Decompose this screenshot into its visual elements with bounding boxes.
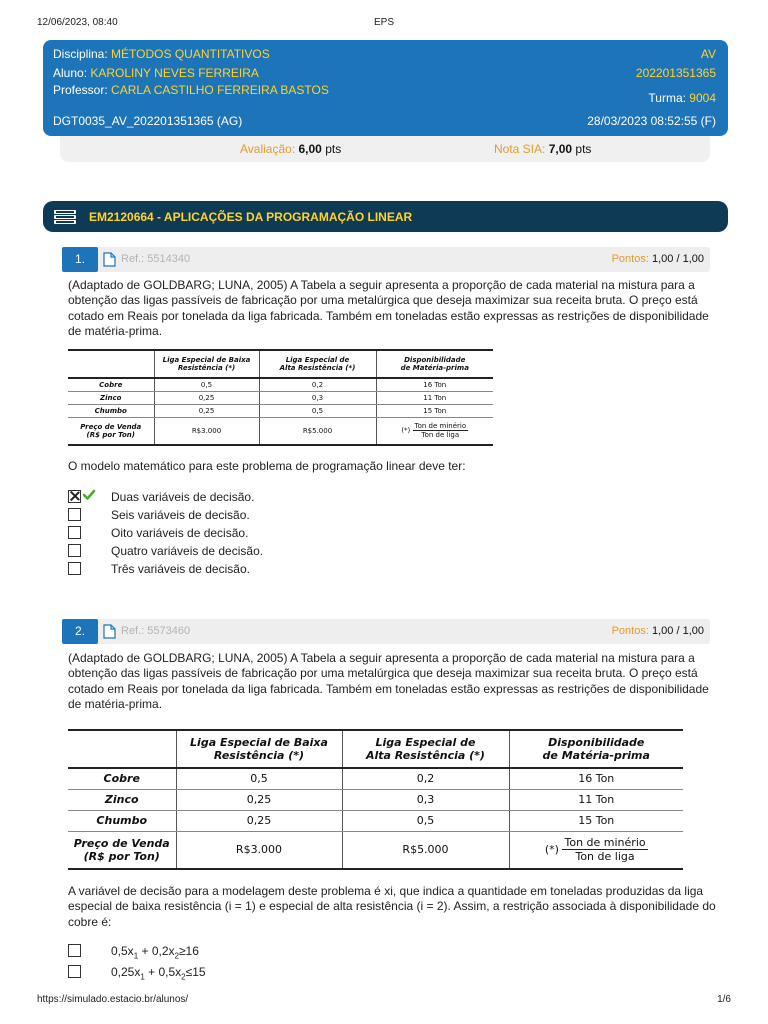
option-text — [111, 965, 206, 981]
exam-info-box — [43, 40, 728, 136]
table-cell: 15 Ton — [509, 810, 683, 831]
avaliacao-value: 6,00 — [298, 142, 322, 156]
checkbox[interactable] — [68, 526, 81, 539]
professor-label: Professor: — [53, 83, 108, 97]
question-number: 2. — [62, 619, 98, 644]
header-line: Alta Resistência (*) — [366, 749, 485, 762]
price-label-line: Preço de Venda — [73, 836, 170, 850]
aluno-value: KAROLINY NEVES FERREIRA — [90, 66, 259, 80]
header-line: Liga Especial de — [375, 736, 476, 749]
table-header-low — [154, 350, 259, 378]
turma-label: Turma: — [648, 91, 686, 105]
note-fraction — [413, 422, 469, 439]
table-cell: 16 Ton — [509, 768, 683, 789]
table-row — [68, 789, 683, 810]
exam-datetime: 28/03/2023 08:52:55 (F) — [587, 114, 716, 128]
price-label-line: (R$ por Ton) — [83, 849, 160, 863]
print-datetime: 12/06/2023, 08:40 — [37, 17, 118, 28]
table-cell: 0,25 — [176, 810, 342, 831]
header-line: Disponibilidade — [548, 736, 645, 749]
fraction-denominator: Ton de liga — [575, 850, 635, 864]
header-line: Alta Resistência (*) — [279, 364, 356, 372]
row-label: Zinco — [68, 789, 176, 810]
section-title: EM2120664 - APLICAÇÕES DA PROGRAMAÇÃO LINEAR — [89, 210, 413, 224]
table-cell: R$5.000 — [342, 831, 509, 869]
question-2-table — [68, 729, 683, 870]
question-1-text: (Adaptado de GOLDBARG; LUNA, 2005) A Tabela a seguir apresenta a proporção de cada material na mistura para a obtenção das ligas passíveis de fabricação por uma metalúrgica que deseja maximizar sua receita bruta. O preço está cotado em Reais por tonelada da liga fabricada. Também em toneladas estão expressas as restrições de disponibilidade de matéria-prima. — [68, 278, 709, 338]
checkbox-checked[interactable] — [68, 490, 81, 503]
fraction-numerator: Ton de minério — [414, 422, 467, 431]
points-separator: / — [676, 253, 680, 265]
points-max: 1,00 — [682, 253, 704, 265]
expr-part: ≥16 — [178, 944, 199, 958]
table-row-price — [68, 831, 683, 869]
row-label: Cobre — [68, 378, 154, 391]
table-header-high — [342, 730, 509, 768]
question-number: 1. — [62, 247, 98, 272]
table-cell: 0,2 — [342, 768, 509, 789]
table-cell: 11 Ton — [509, 789, 683, 810]
table-note — [376, 417, 493, 445]
table-cell: 0,5 — [342, 810, 509, 831]
table-row — [68, 404, 493, 417]
avaliacao-label: Avaliação: — [240, 142, 296, 156]
header-line: Liga Especial de Baixa — [190, 736, 328, 749]
table-row — [68, 768, 683, 789]
table-cell: 0,5 — [176, 768, 342, 789]
table-header-high — [259, 350, 376, 378]
table-cell: 0,5 — [154, 378, 259, 391]
table-corner — [68, 730, 176, 768]
table-cell: 11 Ton — [376, 391, 493, 404]
header-line: Liga Especial de Baixa — [162, 356, 251, 364]
table-cell: 0,3 — [259, 391, 376, 404]
question-1-prompt: O modelo matemático para este problema de programação linear deve ter: — [68, 459, 466, 473]
points-value: 1,00 — [651, 625, 674, 637]
expr-part: + 0,5x — [144, 965, 182, 979]
points-label: Pontos: — [611, 625, 649, 637]
aluno-row — [53, 66, 259, 80]
document-icon — [103, 624, 116, 639]
question-2-header — [62, 619, 710, 644]
document-icon — [103, 252, 116, 267]
expr-subscript: 1 — [140, 972, 145, 982]
price-label — [68, 831, 176, 869]
exam-type: AV — [700, 47, 716, 61]
avaliacao-score — [240, 142, 341, 156]
exam-code: DGT0035_AV_202201351365 (AG) — [53, 114, 243, 128]
disciplina-label: Disciplina: — [53, 47, 108, 61]
checkbox[interactable] — [68, 562, 81, 575]
option-text: Quatro variáveis de decisão. — [111, 544, 264, 558]
professor-row — [53, 83, 329, 97]
table-row — [68, 391, 493, 404]
correct-check-icon — [82, 488, 96, 502]
table-cell: R$5.000 — [259, 417, 376, 445]
expr-part: ≤15 — [185, 965, 206, 979]
expr-subscript: 1 — [133, 951, 139, 961]
disciplina-value: MÉTODOS QUANTITATIVOS — [111, 47, 270, 61]
note-star: (*) — [544, 843, 559, 857]
table-cell: R$3.000 — [176, 831, 342, 869]
header-line: Resistência (*) — [213, 749, 305, 762]
table-cell: R$3.000 — [154, 417, 259, 445]
expr-part: 0,25x — [111, 965, 141, 979]
nota-sia-value: 7,00 — [548, 142, 573, 156]
print-header — [37, 17, 731, 31]
fraction-numerator: Ton de minério — [564, 836, 646, 850]
avaliacao-unit: pts — [325, 142, 342, 156]
grade-bar — [60, 136, 710, 162]
header-line: Liga Especial de — [285, 356, 350, 364]
expr-part: + 0,2x — [138, 944, 175, 958]
table-cell: 15 Ton — [376, 404, 493, 417]
books-icon — [51, 207, 81, 227]
points-max: 1,00 — [682, 625, 704, 637]
option-text: Duas variáveis de decisão. — [111, 490, 255, 504]
expr-part: 0,5x — [111, 944, 134, 958]
question-2-prompt: A variável de decisão para a modelagem deste problema é xi, que indica a quantidade em toneladas produzidas da liga especial de baixa resistência (i = 1) e especial de alta resistência (i = 2). Assim, a restrição associada à disponibilidade do cobre é: — [68, 884, 716, 929]
checkbox[interactable] — [68, 508, 81, 521]
table-corner — [68, 350, 154, 378]
table-header-availability — [376, 350, 493, 378]
header-line: Resistência (*) — [177, 364, 236, 372]
checkbox[interactable] — [68, 944, 81, 957]
table-note — [509, 831, 683, 869]
table-row-price — [68, 417, 493, 445]
turma-row — [648, 91, 716, 105]
option-text — [111, 944, 199, 960]
checkbox[interactable] — [68, 544, 81, 557]
table-cell: 0,25 — [154, 404, 259, 417]
turma-value: 9004 — [689, 91, 716, 105]
table-cell: 16 Ton — [376, 378, 493, 391]
question-ref: Ref.: 5573460 — [121, 625, 191, 637]
print-footer — [37, 994, 731, 1008]
print-page-number: 1/6 — [717, 994, 731, 1005]
print-title: EPS — [373, 17, 394, 28]
header-line: de Matéria-prima — [542, 749, 650, 762]
option-text: Oito variáveis de decisão. — [111, 526, 249, 540]
professor-value: CARLA CASTILHO FERREIRA BASTOS — [111, 83, 329, 97]
price-label — [68, 417, 154, 445]
matricula: 202201351365 — [635, 66, 716, 80]
price-label-line: (R$ por Ton) — [86, 430, 135, 439]
nota-sia-score — [494, 142, 591, 156]
points-value: 1,00 — [651, 253, 674, 265]
row-label: Zinco — [68, 391, 154, 404]
table-row — [68, 810, 683, 831]
note-star: (*) — [401, 426, 411, 435]
price-label-line: Preço de Venda — [80, 422, 142, 431]
table-header-availability — [509, 730, 683, 768]
checkbox[interactable] — [68, 965, 81, 978]
table-cell: 0,5 — [259, 404, 376, 417]
table-cell: 0,2 — [259, 378, 376, 391]
disciplina-row — [53, 47, 270, 61]
nota-sia-unit: pts — [575, 142, 592, 156]
table-cell: 0,25 — [176, 789, 342, 810]
table-cell: 0,3 — [342, 789, 509, 810]
row-label: Chumbo — [68, 404, 154, 417]
option-text: Seis variáveis de decisão. — [111, 508, 250, 522]
question-points — [612, 253, 704, 265]
aluno-label: Aluno: — [53, 66, 88, 80]
question-2-text: (Adaptado de GOLDBARG; LUNA, 2005) A Tabela a seguir apresenta a proporção de cada material na mistura para a obtenção das ligas passíveis de fabricação por uma metalúrgica que deseja maximizar sua receita bruta. O preço está cotado em Reais por tonelada da liga fabricada. Também em toneladas estão expressas as restrições de disponibilidade de matéria-prima. — [68, 651, 709, 711]
header-line: de Matéria-prima — [400, 364, 469, 372]
table-cell: 0,25 — [154, 391, 259, 404]
points-label: Pontos: — [611, 253, 649, 265]
option-text: Três variáveis de decisão. — [111, 562, 250, 576]
note-fraction — [562, 836, 647, 863]
row-label: Chumbo — [68, 810, 176, 831]
question-points — [612, 625, 704, 637]
row-label: Cobre — [68, 768, 176, 789]
points-separator: / — [676, 625, 680, 637]
fraction-denominator: Ton de liga — [421, 431, 460, 440]
question-ref: Ref.: 5514340 — [121, 253, 191, 265]
expr-subscript: 2 — [174, 951, 179, 961]
question-1-header — [62, 247, 710, 272]
header-line: Disponibilidade — [404, 356, 466, 364]
table-row — [68, 378, 493, 391]
table-header-low — [176, 730, 342, 768]
section-header — [43, 201, 728, 232]
expr-subscript: 2 — [181, 972, 186, 982]
nota-sia-label: Nota SIA: — [494, 142, 546, 156]
question-1-table — [68, 349, 493, 446]
print-url: https://simulado.estacio.br/alunos/ — [37, 994, 189, 1005]
